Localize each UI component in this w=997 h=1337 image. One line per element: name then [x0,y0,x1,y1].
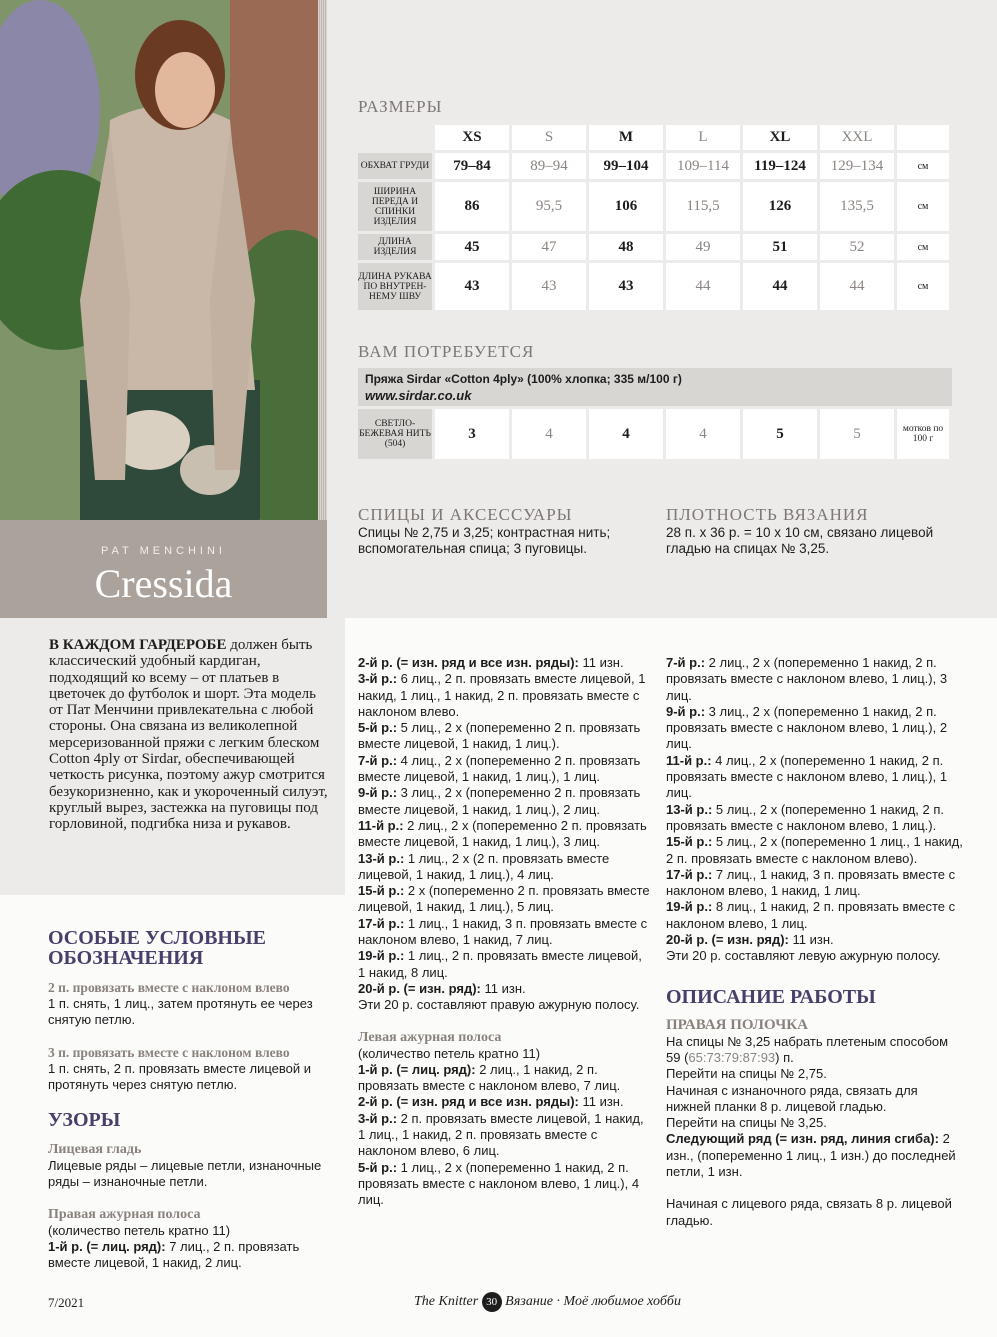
unit-cell: мотков по 100 г [897,409,949,459]
table-cell: 51 [743,234,817,260]
yarn-url[interactable]: www.sirdar.co.uk [365,388,472,403]
pattern-title: Cressida [94,561,233,606]
left-lace-note: (количество петель кратно 11) [358,1045,541,1061]
pattern-row: Эти 20 р. составляют левую ажурную полосу. [666,948,941,964]
model-photo [0,0,327,520]
gauge-text: 28 п. х 36 р. = 10 х 10 см, связано лицевой гладью на спицах № 3,25. [666,525,934,557]
stockinette-title: Лицевая гладь [48,1142,142,1157]
pattern-row: Эти 20 р. составляют правую ажурную полосу. [358,997,640,1013]
work-heading: ОПИСАНИЕ РАБОТЫ [666,985,876,1008]
size-header: M [589,125,663,150]
needles-text: Спицы № 2,75 и 3,25; контрастная нить; вспомогательная спица; 3 пуговицы. [358,525,611,557]
right-lace-note: (количество петель кратно 11) [48,1222,231,1238]
special-term: 3 п. провязать вместе с наклоном влево [48,1044,290,1060]
table-cell: 44 [820,263,894,310]
cardigan-photo-illustration [0,0,327,520]
yarn-table [355,406,952,462]
table-cell: 79–84 [435,153,509,179]
table-cell: 44 [666,263,740,310]
table-cell: 43 [435,263,509,310]
row-label: ДЛИНА РУКАВА ПО ВНУТРЕН-НЕМУ ШВУ [358,263,432,310]
table-cell: 45 [435,234,509,260]
pattern-row: 7-й р.: 2 лиц., 2 х (попеременно 1 накид, 2 п. провязать вместе с наклоном влево, 1 лиц.), 3 лиц. [666,655,948,703]
rf-paragraph: Начиная с лицевого ряда, связать 8 р. лицевой гладью. [666,1196,952,1228]
table-cell: 126 [743,182,817,231]
issue-number: 7/2021 [48,1295,85,1310]
intro-text [49,637,329,833]
pattern-row: 20-й р. (= изн. ряд): 11 изн. [666,932,834,948]
table-cell: 109–114 [666,153,740,179]
table-cell: 49 [666,234,740,260]
table-cell: 89–94 [512,153,586,179]
table-cell: 86 [435,182,509,231]
pattern-row: 3-й р.: 2 п. провязать вместе лицевой, 1 накид, 1 лиц., 1 накид, 2 п. провязать вместе с наклоном влево, 6 лиц. [358,1110,644,1159]
need-heading: ВАМ ПОТРЕБУЕТСЯ [358,342,535,361]
table-cell: 135,5 [820,182,894,231]
unit-cell: см [897,234,949,260]
pattern-row: 17-й р.: 1 лиц., 1 накид, 3 п. провязать вместе с наклоном влево, 1 накид, 7 лиц. [358,915,648,948]
table-cell: 115,5 [666,182,740,231]
pattern-row: 19-й р.: 1 лиц., 2 п. провязать вместе лицевой, 1 накид, 8 лиц. [358,948,642,980]
table-cell: 5 [820,409,894,459]
sizes-heading: РАЗМЕРЫ [358,97,443,116]
unit-cell: см [897,182,949,231]
table-cell: 52 [820,234,894,260]
gauge-heading: ПЛОТНОСТЬ ВЯЗАНИЯ [666,505,869,524]
size-header: XS [435,125,509,150]
pattern-row: 20-й р. (= изн. ряд): 11 изн. [358,980,526,996]
table-cell: 95,5 [512,182,586,231]
pattern-row: 7-й р.: 4 лиц., 2 х (попеременно 2 п. провязать вместе лицевой, 1 накид, 1 лиц.), 1 лиц. [358,752,641,785]
size-header: XXL [820,125,894,150]
size-header: L [666,125,740,150]
pattern-row: 3-й р.: 6 лиц., 2 п. провязать вместе лицевой, 1 накид, 1 лиц., 1 накид, 2 п. провязать вместе с наклоном влево. [358,671,646,719]
patterns-col1 [48,1142,340,1271]
special-def: 1 п. снять, 1 лиц., затем протянуть ее через снятую петлю. [48,996,313,1028]
rf-paragraph: Начиная с изнаночного ряда, связать для нижней планки 8 р. лицевой гладью. [666,1082,918,1114]
table-cell: 5 [743,409,817,459]
right-front-title: ПРАВАЯ ПОЛОЧКА [666,1016,808,1033]
row-label: ОБХВАТ ГРУДИ [358,153,432,179]
yarn-line: Пряжа Sirdar «Cotton 4ply» (100% хлопка; 335 м/100 г) [365,372,682,386]
special-def: 1 п. снять, 2 п. провязать вместе лицевой и протянуть через снятую петлю. [48,1060,312,1092]
patterns-heading: УЗОРЫ [48,1109,121,1131]
patterns-col3 [666,655,966,1229]
table-cell: 4 [666,409,740,459]
table-cell: 48 [589,234,663,260]
pattern-row: 13-й р.: 5 лиц., 2 х (попеременно 1 накид, 2 п. провязать вместе с наклоном влево, 1 лиц.). [666,801,945,833]
intro-body: должен быть классический удобный кардиган, подходящий ко всему – от платьев в цветочек до футболок и шорт. Эта модель от Пат Менчини привлекательна с любой стороны. Она связана из великолепной мерсеризованной пряжи с легким блеском Cotton 4ply от Sirdar, обеспечивающей четкость рисунка, поэтому ажур смотрится безукоризненно, как и укороченный силуэт, круглый вырез, застежка на пуговицы под горловиной, подгибка низа и рукавов. [49,637,328,833]
pattern-row: 1-й р. (= лиц. ряд): 7 лиц., 2 п. провязать вместе лицевой, 1 накид, 2 лиц. [48,1238,300,1271]
pattern-row: 5-й р.: 1 лиц., 2 х (попеременно 1 накид, 2 п. провязать вместе с наклоном влево, 1 лиц.), 4 лиц. [358,1159,640,1208]
table-cell: 129–134 [820,153,894,179]
pattern-row: 1-й р. (= лиц. ряд): 2 лиц., 1 накид, 2 п. провязать вместе с наклоном влево, 7 лиц. [358,1061,621,1094]
pattern-row: 9-й р.: 3 лиц., 2 х (попеременно 1 накид, 2 п. провязать вместе с наклоном влево, 1 лиц.), 2 лиц. [666,703,948,752]
table-cell: 4 [512,409,586,459]
pattern-row: 11-й р.: 4 лиц., 2 х (попеременно 1 накид, 2 п. провязать вместе с наклоном влево, 1 лиц.), 1 лиц. [666,752,948,801]
pattern-row: 2-й р. (= изн. ряд и все изн. ряды): 11 изн. [358,1094,624,1110]
unit-header [897,125,949,150]
right-lace-title: Правая ажурная полоса [48,1206,201,1222]
yarn-code: (504) [384,439,406,449]
table-cell: 119–124 [743,153,817,179]
pattern-row: 2-й р. (= изн. ряд и все изн. ряды): 11 изн. [358,655,624,670]
table-cell: 106 [589,182,663,231]
rf-paragraph: На спицы № 3,25 набрать плетеным способом 59 (65:73:79:87:93) п. [666,1033,949,1065]
table-cell: 43 [512,263,586,310]
pattern-row: 15-й р.: 2 х (попеременно 2 п. провязать вместе лицевой, 1 накид, 1 лиц.), 5 лиц. [358,883,650,915]
size-header: XL [743,125,817,150]
needles-heading: СПИЦЫ И АКСЕССУАРЫ [358,505,573,524]
table-cell: 47 [512,234,586,260]
designer-name: PAT MENCHINI [100,545,226,557]
pattern-row: 9-й р.: 3 лиц., 2 х (попеременно 2 п. провязать вместе лицевой, 1 накид, 1 лиц.), 2 лиц. [358,785,641,817]
pattern-row: 17-й р.: 7 лиц., 1 накид, 3 п. провязать вместе с наклоном влево, 1 накид, 1 лиц. [666,866,956,899]
row-label: ШИРИНА ПЕРЕДА И СПИНКИ ИЗДЕЛИЯ [358,182,432,231]
page-number: 30 [482,1292,502,1312]
table-cell: 4 [589,409,663,459]
yarn-box [358,368,952,406]
unit-cell: см [897,263,949,310]
table-cell: 99–104 [589,153,663,179]
corner-cell [358,125,432,150]
table-cell: 44 [743,263,817,310]
table-cell: 43 [589,263,663,310]
row-label: ДЛИНА ИЗДЕЛИЯ [358,234,432,260]
yarn-label-cell [358,409,432,459]
special-term: 2 п. провязать вместе с наклоном влево [48,980,290,995]
pattern-row: 13-й р.: 1 лиц., 2 х (2 п. провязать вместе лицевой, 1 накид, 1 лиц.), 4 лиц. [358,850,610,882]
rf-paragraph: Перейти на спицы № 3,25. [666,1115,827,1131]
pattern-row: 5-й р.: 5 лиц., 2 х (попеременно 2 п. провязать вместе лицевой, 1 накид, 1 лиц.). [358,720,641,752]
special-list [48,980,340,1093]
rf-paragraph: Перейти на спицы № 2,75. [666,1066,827,1082]
yarn-label: СВЕТЛО-БЕЖЕВАЯ НИТЬ [359,419,431,439]
left-lace-title: Левая ажурная полоса [358,1029,502,1045]
table-cell: 3 [435,409,509,459]
patterns-col2 [358,655,650,1209]
pattern-row: 19-й р.: 8 лиц., 1 накид, 2 п. провязать вместе с наклоном влево, 1 лиц. [666,899,956,931]
size-table [355,122,952,313]
size-header: S [512,125,586,150]
special-heading: ОСОБЫЕ УСЛОВНЫЕ ОБОЗНАЧЕНИЯ [48,927,266,969]
pattern-row: 15-й р.: 5 лиц., 2 х (попеременно 1 лиц., 1 накид, 2 п. провязать вместе с наклоном влево). [666,834,963,866]
unit-cell: см [897,153,949,179]
stockinette-text: Лицевые ряды – лицевые петли, изнаночные ряды – изнаночные петли. [48,1158,322,1190]
footer-magazine: The Knitter 30 Вязание · Моё любимое хобби [414,1292,681,1312]
rf-paragraph: Следующий ряд (= изн. ряд, линия сгиба): 2 изн., (попеременно 1 лиц., 1 изн.) до последней петли, 1 изн. [666,1131,956,1180]
intro-lead: В КАЖДОМ ГАРДЕРОБЕ [49,637,227,653]
pattern-row: 11-й р.: 2 лиц., 2 х (попеременно 2 п. провязать вместе лицевой, 1 накид, 1 лиц.), 3 лиц. [358,817,647,850]
